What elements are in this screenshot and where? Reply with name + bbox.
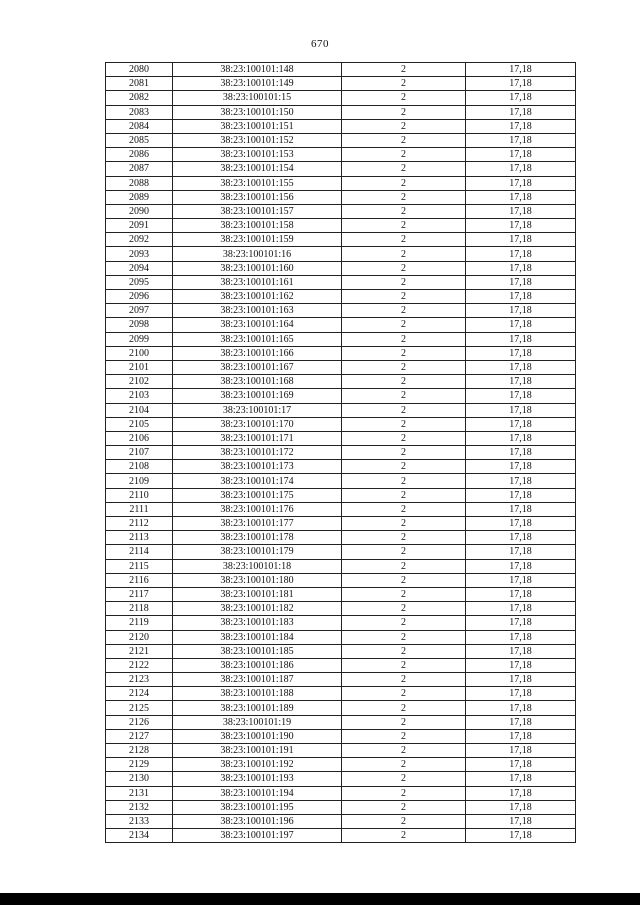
- value-cell: 17,18: [466, 63, 576, 77]
- value-cell: 17,18: [466, 446, 576, 460]
- cadastral-number-cell: 38:23:100101:166: [173, 346, 342, 360]
- value-cell: 17,18: [466, 772, 576, 786]
- table-row: [106, 829, 576, 843]
- quantity-cell: 2: [342, 77, 466, 91]
- table-row: [106, 715, 576, 729]
- value-cell: 17,18: [466, 630, 576, 644]
- value-cell: 17,18: [466, 77, 576, 91]
- quantity-cell: 2: [342, 531, 466, 545]
- row-number-cell: 2089: [106, 190, 173, 204]
- cadastral-number-cell: 38:23:100101:194: [173, 786, 342, 800]
- quantity-cell: 2: [342, 148, 466, 162]
- table-row: [106, 91, 576, 105]
- value-cell: 17,18: [466, 431, 576, 445]
- quantity-cell: 2: [342, 573, 466, 587]
- cadastral-number-cell: 38:23:100101:195: [173, 800, 342, 814]
- table-row: [106, 644, 576, 658]
- row-number-cell: 2131: [106, 786, 173, 800]
- table-body: [106, 63, 576, 843]
- table-row: [106, 261, 576, 275]
- row-number-cell: 2088: [106, 176, 173, 190]
- table-row: [106, 488, 576, 502]
- cadastral-number-cell: 38:23:100101:188: [173, 687, 342, 701]
- value-cell: 17,18: [466, 502, 576, 516]
- row-number-cell: 2099: [106, 332, 173, 346]
- quantity-cell: 2: [342, 502, 466, 516]
- table-row: [106, 673, 576, 687]
- table-row: [106, 176, 576, 190]
- table-row: [106, 119, 576, 133]
- cadastral-number-cell: 38:23:100101:157: [173, 204, 342, 218]
- quantity-cell: 2: [342, 275, 466, 289]
- table-row: [106, 403, 576, 417]
- table-row: [106, 247, 576, 261]
- row-number-cell: 2095: [106, 275, 173, 289]
- table-row: [106, 375, 576, 389]
- value-cell: 17,18: [466, 829, 576, 843]
- quantity-cell: 2: [342, 332, 466, 346]
- row-number-cell: 2119: [106, 616, 173, 630]
- cadastral-number-cell: 38:23:100101:184: [173, 630, 342, 644]
- cadastral-number-cell: 38:23:100101:181: [173, 587, 342, 601]
- table-row: [106, 502, 576, 516]
- table-row: [106, 233, 576, 247]
- quantity-cell: 2: [342, 744, 466, 758]
- quantity-cell: 2: [342, 233, 466, 247]
- cadastral-number-cell: 38:23:100101:160: [173, 261, 342, 275]
- row-number-cell: 2112: [106, 517, 173, 531]
- table-row: [106, 446, 576, 460]
- value-cell: 17,18: [466, 204, 576, 218]
- table-row: [106, 148, 576, 162]
- cadastral-number-cell: 38:23:100101:191: [173, 744, 342, 758]
- row-number-cell: 2129: [106, 758, 173, 772]
- cadastral-number-cell: 38:23:100101:16: [173, 247, 342, 261]
- row-number-cell: 2109: [106, 474, 173, 488]
- quantity-cell: 2: [342, 800, 466, 814]
- cadastral-number-cell: 38:23:100101:165: [173, 332, 342, 346]
- row-number-cell: 2108: [106, 460, 173, 474]
- quantity-cell: 2: [342, 204, 466, 218]
- row-number-cell: 2121: [106, 644, 173, 658]
- cadastral-number-cell: 38:23:100101:172: [173, 446, 342, 460]
- value-cell: 17,18: [466, 105, 576, 119]
- row-number-cell: 2111: [106, 502, 173, 516]
- value-cell: 17,18: [466, 758, 576, 772]
- table-row: [106, 332, 576, 346]
- table-row: [106, 729, 576, 743]
- value-cell: 17,18: [466, 658, 576, 672]
- cadastral-number-cell: 38:23:100101:189: [173, 701, 342, 715]
- table-row: [106, 290, 576, 304]
- table-row: [106, 204, 576, 218]
- cadastral-number-cell: 38:23:100101:150: [173, 105, 342, 119]
- value-cell: 17,18: [466, 133, 576, 147]
- cadastral-number-cell: 38:23:100101:151: [173, 119, 342, 133]
- value-cell: 17,18: [466, 786, 576, 800]
- row-number-cell: 2085: [106, 133, 173, 147]
- cadastral-number-cell: 38:23:100101:162: [173, 290, 342, 304]
- cadastral-number-cell: 38:23:100101:190: [173, 729, 342, 743]
- cadastral-number-cell: 38:23:100101:15: [173, 91, 342, 105]
- value-cell: 17,18: [466, 602, 576, 616]
- cadastral-number-cell: 38:23:100101:183: [173, 616, 342, 630]
- quantity-cell: 2: [342, 488, 466, 502]
- quantity-cell: 2: [342, 133, 466, 147]
- cadastral-number-cell: 38:23:100101:173: [173, 460, 342, 474]
- row-number-cell: 2093: [106, 247, 173, 261]
- row-number-cell: 2130: [106, 772, 173, 786]
- quantity-cell: 2: [342, 474, 466, 488]
- cadastral-number-cell: 38:23:100101:176: [173, 502, 342, 516]
- quantity-cell: 2: [342, 105, 466, 119]
- row-number-cell: 2090: [106, 204, 173, 218]
- cadastral-number-cell: 38:23:100101:185: [173, 644, 342, 658]
- value-cell: 17,18: [466, 545, 576, 559]
- cadastral-number-cell: 38:23:100101:192: [173, 758, 342, 772]
- table-row: [106, 133, 576, 147]
- cadastral-number-cell: 38:23:100101:168: [173, 375, 342, 389]
- value-cell: 17,18: [466, 687, 576, 701]
- quantity-cell: 2: [342, 63, 466, 77]
- quantity-cell: 2: [342, 814, 466, 828]
- quantity-cell: 2: [342, 375, 466, 389]
- cadastral-number-cell: 38:23:100101:156: [173, 190, 342, 204]
- cadastral-number-cell: 38:23:100101:149: [173, 77, 342, 91]
- table-row: [106, 744, 576, 758]
- cadastral-number-cell: 38:23:100101:178: [173, 531, 342, 545]
- value-cell: 17,18: [466, 332, 576, 346]
- row-number-cell: 2100: [106, 346, 173, 360]
- cadastral-number-cell: 38:23:100101:159: [173, 233, 342, 247]
- cadastral-number-cell: 38:23:100101:180: [173, 573, 342, 587]
- table-row: [106, 616, 576, 630]
- value-cell: 17,18: [466, 644, 576, 658]
- table-row: [106, 162, 576, 176]
- quantity-cell: 2: [342, 318, 466, 332]
- cadastral-number-cell: 38:23:100101:17: [173, 403, 342, 417]
- cadastral-number-cell: 38:23:100101:174: [173, 474, 342, 488]
- value-cell: 17,18: [466, 417, 576, 431]
- cadastral-number-cell: 38:23:100101:155: [173, 176, 342, 190]
- value-cell: 17,18: [466, 304, 576, 318]
- quantity-cell: 2: [342, 389, 466, 403]
- value-cell: 17,18: [466, 290, 576, 304]
- table-row: [106, 545, 576, 559]
- row-number-cell: 2084: [106, 119, 173, 133]
- quantity-cell: 2: [342, 346, 466, 360]
- cadastral-number-cell: 38:23:100101:148: [173, 63, 342, 77]
- value-cell: 17,18: [466, 190, 576, 204]
- cadastral-number-cell: 38:23:100101:187: [173, 673, 342, 687]
- quantity-cell: 2: [342, 587, 466, 601]
- quantity-cell: 2: [342, 673, 466, 687]
- row-number-cell: 2126: [106, 715, 173, 729]
- value-cell: 17,18: [466, 375, 576, 389]
- row-number-cell: 2101: [106, 360, 173, 374]
- quantity-cell: 2: [342, 545, 466, 559]
- cadastral-number-cell: 38:23:100101:167: [173, 360, 342, 374]
- value-cell: 17,18: [466, 800, 576, 814]
- quantity-cell: 2: [342, 162, 466, 176]
- value-cell: 17,18: [466, 346, 576, 360]
- quantity-cell: 2: [342, 630, 466, 644]
- cadastral-number-cell: 38:23:100101:152: [173, 133, 342, 147]
- quantity-cell: 2: [342, 119, 466, 133]
- table-row: [106, 758, 576, 772]
- table-row: [106, 190, 576, 204]
- value-cell: 17,18: [466, 176, 576, 190]
- cadastral-number-cell: 38:23:100101:182: [173, 602, 342, 616]
- quantity-cell: 2: [342, 616, 466, 630]
- cadastral-number-cell: 38:23:100101:196: [173, 814, 342, 828]
- cadastral-number-cell: 38:23:100101:177: [173, 517, 342, 531]
- row-number-cell: 2081: [106, 77, 173, 91]
- quantity-cell: 2: [342, 772, 466, 786]
- cadastral-number-cell: 38:23:100101:154: [173, 162, 342, 176]
- value-cell: 17,18: [466, 587, 576, 601]
- value-cell: 17,18: [466, 517, 576, 531]
- quantity-cell: 2: [342, 261, 466, 275]
- data-table: [105, 62, 576, 843]
- quantity-cell: 2: [342, 403, 466, 417]
- quantity-cell: 2: [342, 247, 466, 261]
- row-number-cell: 2096: [106, 290, 173, 304]
- table-row: [106, 304, 576, 318]
- table-row: [106, 687, 576, 701]
- row-number-cell: 2103: [106, 389, 173, 403]
- row-number-cell: 2092: [106, 233, 173, 247]
- value-cell: 17,18: [466, 247, 576, 261]
- row-number-cell: 2107: [106, 446, 173, 460]
- cadastral-number-cell: 38:23:100101:197: [173, 829, 342, 843]
- value-cell: 17,18: [466, 573, 576, 587]
- value-cell: 17,18: [466, 701, 576, 715]
- row-number-cell: 2086: [106, 148, 173, 162]
- row-number-cell: 2117: [106, 587, 173, 601]
- quantity-cell: 2: [342, 687, 466, 701]
- cadastral-number-cell: 38:23:100101:186: [173, 658, 342, 672]
- cadastral-number-cell: 38:23:100101:175: [173, 488, 342, 502]
- quantity-cell: 2: [342, 715, 466, 729]
- row-number-cell: 2134: [106, 829, 173, 843]
- row-number-cell: 2098: [106, 318, 173, 332]
- value-cell: 17,18: [466, 389, 576, 403]
- table-row: [106, 360, 576, 374]
- table-row: [106, 417, 576, 431]
- quantity-cell: 2: [342, 701, 466, 715]
- value-cell: 17,18: [466, 219, 576, 233]
- quantity-cell: 2: [342, 460, 466, 474]
- page-number: 670: [311, 38, 329, 50]
- table-row: [106, 814, 576, 828]
- row-number-cell: 2094: [106, 261, 173, 275]
- row-number-cell: 2123: [106, 673, 173, 687]
- cadastral-number-cell: 38:23:100101:170: [173, 417, 342, 431]
- quantity-cell: 2: [342, 644, 466, 658]
- cadastral-number-cell: 38:23:100101:163: [173, 304, 342, 318]
- table-row: [106, 786, 576, 800]
- quantity-cell: 2: [342, 729, 466, 743]
- row-number-cell: 2102: [106, 375, 173, 389]
- quantity-cell: 2: [342, 190, 466, 204]
- cadastral-number-cell: 38:23:100101:158: [173, 219, 342, 233]
- quantity-cell: 2: [342, 360, 466, 374]
- row-number-cell: 2116: [106, 573, 173, 587]
- value-cell: 17,18: [466, 275, 576, 289]
- value-cell: 17,18: [466, 744, 576, 758]
- quantity-cell: 2: [342, 758, 466, 772]
- row-number-cell: 2113: [106, 531, 173, 545]
- value-cell: 17,18: [466, 162, 576, 176]
- table-row: [106, 275, 576, 289]
- row-number-cell: 2125: [106, 701, 173, 715]
- row-number-cell: 2122: [106, 658, 173, 672]
- value-cell: 17,18: [466, 403, 576, 417]
- row-number-cell: 2091: [106, 219, 173, 233]
- cadastral-number-cell: 38:23:100101:179: [173, 545, 342, 559]
- value-cell: 17,18: [466, 318, 576, 332]
- table-row: [106, 77, 576, 91]
- quantity-cell: 2: [342, 559, 466, 573]
- value-cell: 17,18: [466, 715, 576, 729]
- cadastral-number-cell: 38:23:100101:169: [173, 389, 342, 403]
- row-number-cell: 2082: [106, 91, 173, 105]
- quantity-cell: 2: [342, 304, 466, 318]
- value-cell: 17,18: [466, 474, 576, 488]
- row-number-cell: 2120: [106, 630, 173, 644]
- table-row: [106, 105, 576, 119]
- row-number-cell: 2083: [106, 105, 173, 119]
- quantity-cell: 2: [342, 829, 466, 843]
- row-number-cell: 2105: [106, 417, 173, 431]
- row-number-cell: 2132: [106, 800, 173, 814]
- value-cell: 17,18: [466, 261, 576, 275]
- cadastral-number-cell: 38:23:100101:171: [173, 431, 342, 445]
- quantity-cell: 2: [342, 602, 466, 616]
- value-cell: 17,18: [466, 616, 576, 630]
- row-number-cell: 2115: [106, 559, 173, 573]
- value-cell: 17,18: [466, 233, 576, 247]
- table-row: [106, 474, 576, 488]
- quantity-cell: 2: [342, 219, 466, 233]
- row-number-cell: 2133: [106, 814, 173, 828]
- row-number-cell: 2106: [106, 431, 173, 445]
- row-number-cell: 2114: [106, 545, 173, 559]
- cadastral-number-cell: 38:23:100101:18: [173, 559, 342, 573]
- table-row: [106, 517, 576, 531]
- table-row: [106, 602, 576, 616]
- table-row: [106, 587, 576, 601]
- quantity-cell: 2: [342, 91, 466, 105]
- quantity-cell: 2: [342, 417, 466, 431]
- row-number-cell: 2118: [106, 602, 173, 616]
- value-cell: 17,18: [466, 91, 576, 105]
- table-row: [106, 318, 576, 332]
- table-row: [106, 346, 576, 360]
- quantity-cell: 2: [342, 431, 466, 445]
- quantity-cell: 2: [342, 446, 466, 460]
- table-row: [106, 658, 576, 672]
- value-cell: 17,18: [466, 460, 576, 474]
- quantity-cell: 2: [342, 786, 466, 800]
- scan-edge-bar: [0, 893, 640, 905]
- quantity-cell: 2: [342, 517, 466, 531]
- value-cell: 17,18: [466, 729, 576, 743]
- value-cell: 17,18: [466, 360, 576, 374]
- table-row: [106, 772, 576, 786]
- table-row: [106, 701, 576, 715]
- row-number-cell: 2097: [106, 304, 173, 318]
- row-number-cell: 2104: [106, 403, 173, 417]
- table-row: [106, 460, 576, 474]
- quantity-cell: 2: [342, 290, 466, 304]
- row-number-cell: 2087: [106, 162, 173, 176]
- cadastral-number-cell: 38:23:100101:153: [173, 148, 342, 162]
- table-row: [106, 219, 576, 233]
- table-row: [106, 800, 576, 814]
- cadastral-number-cell: 38:23:100101:161: [173, 275, 342, 289]
- value-cell: 17,18: [466, 488, 576, 502]
- quantity-cell: 2: [342, 658, 466, 672]
- cadastral-number-cell: 38:23:100101:164: [173, 318, 342, 332]
- table-row: [106, 431, 576, 445]
- cadastral-number-cell: 38:23:100101:193: [173, 772, 342, 786]
- row-number-cell: 2110: [106, 488, 173, 502]
- value-cell: 17,18: [466, 673, 576, 687]
- row-number-cell: 2127: [106, 729, 173, 743]
- table-row: [106, 559, 576, 573]
- cadastral-number-cell: 38:23:100101:19: [173, 715, 342, 729]
- row-number-cell: 2128: [106, 744, 173, 758]
- table-row: [106, 531, 576, 545]
- value-cell: 17,18: [466, 531, 576, 545]
- row-number-cell: 2124: [106, 687, 173, 701]
- table-row: [106, 630, 576, 644]
- row-number-cell: 2080: [106, 63, 173, 77]
- table-row: [106, 63, 576, 77]
- table-row: [106, 389, 576, 403]
- value-cell: 17,18: [466, 148, 576, 162]
- value-cell: 17,18: [466, 814, 576, 828]
- quantity-cell: 2: [342, 176, 466, 190]
- value-cell: 17,18: [466, 559, 576, 573]
- value-cell: 17,18: [466, 119, 576, 133]
- table-row: [106, 573, 576, 587]
